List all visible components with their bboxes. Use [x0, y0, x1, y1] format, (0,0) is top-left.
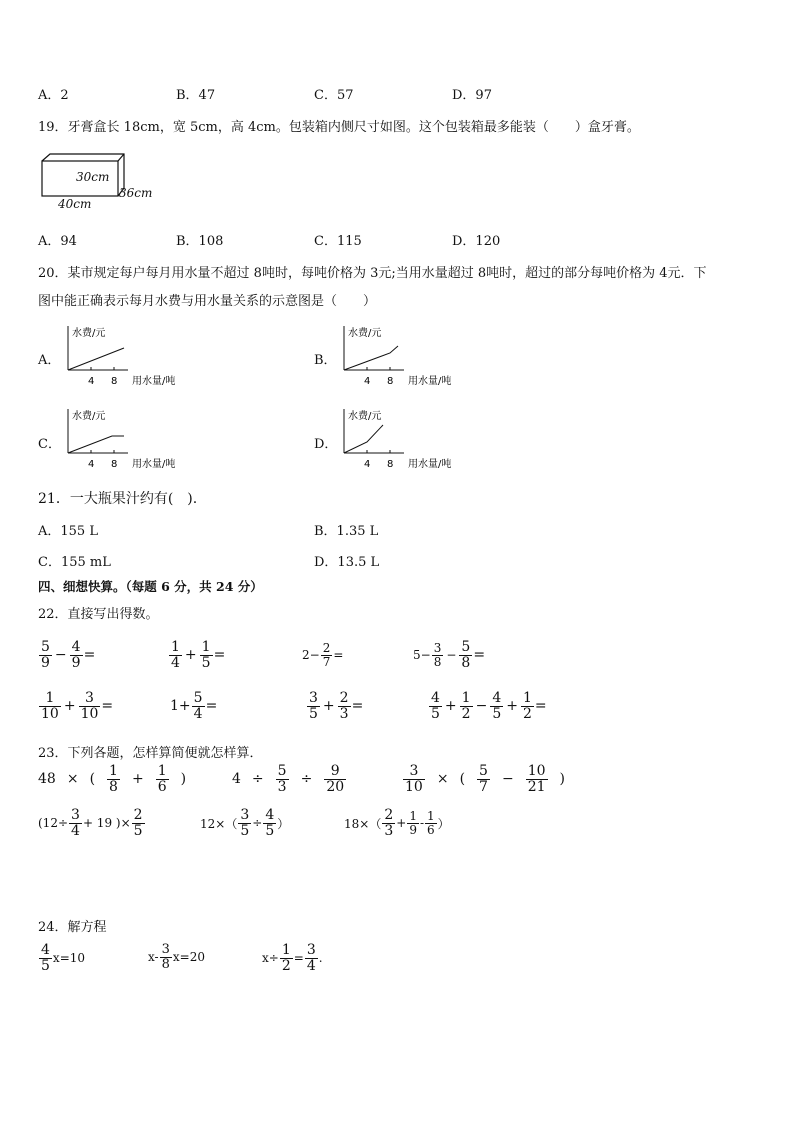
graph-c-tick-8: 8	[111, 459, 118, 470]
graph-c-xlabel: 用水量/吨	[132, 459, 176, 470]
q23-expr-2: 4 ÷ $\frac{5}{3}$ ÷ $\frac{9}{20}$	[232, 763, 345, 795]
graph-d-tick-8: 8	[387, 459, 394, 470]
q20-question-line1: 20．某市规定每户每月用水量不超过 8吨时，每吨价格为 3元;当用水量超过 8吨时，超过的部分每吨价格为 4元．下	[38, 266, 707, 281]
q19-question: 19．牙膏盒长 18cm，宽 5cm，高 4cm。包装箱内侧尺寸如图。这个包装箱最多能装（ ）盒牙膏。	[38, 120, 640, 135]
graph-c	[62, 405, 192, 473]
graph-d	[338, 405, 468, 473]
graph-d-xlabel: 用水量/吨	[408, 459, 452, 470]
q22-expr-4: 5− $\frac{3}{8}$ − $\frac{5}{8}$ =	[413, 639, 486, 671]
q22-expr-3: 2− $\frac{2}{7}$ =	[302, 641, 344, 669]
q23-expr-4: (12÷ $\frac{3}{4}$ + 19 )× $\frac{2}{5}$	[38, 807, 143, 839]
box-dim-length: 40cm	[58, 197, 92, 211]
graph-c-tick-4: 4	[88, 459, 95, 470]
q22-expr-2: $\frac{1}{4}$ + $\frac{1}{5}$ =	[171, 639, 226, 671]
q21-option-d: D．13.5 L	[314, 555, 380, 570]
q20-option-c: C．	[38, 437, 61, 452]
q23-expr-3: $\frac{3}{10}$ × ( $\frac{5}{7}$ − $\frac{10}{21}$ )	[405, 763, 565, 795]
q24-equation-1: $\frac{4}{5}$ x=10	[41, 942, 86, 974]
q19-option-a: A．94	[38, 234, 77, 249]
graph-b-tick-4: 4	[364, 376, 371, 387]
q20-question-line2: 图中能正确表示每月水费与用水量关系的示意图是（ ）	[38, 294, 377, 309]
q19-option-d: D．120	[452, 234, 501, 249]
q18-option-c: C．57	[314, 88, 354, 103]
graph-d-tick-4: 4	[364, 459, 371, 470]
q22-expr-7: $\frac{3}{5}$ + $\frac{2}{3}$ =	[309, 690, 364, 722]
q23-expr-1: 48 × ( $\frac{1}{8}$ + $\frac{1}{6}$ )	[38, 763, 187, 795]
q24-equation-2: x- $\frac{3}{8}$ x=20	[148, 942, 205, 972]
q18-option-b: B．47	[176, 88, 216, 103]
box-dim-width: 36cm	[119, 186, 153, 200]
q20-option-a: A．	[38, 353, 61, 368]
section-4-title: 四、细想快算。（每题 6 分，共 24 分）	[38, 579, 263, 594]
q20-option-d: D．	[314, 437, 338, 452]
q18-option-a: A．2	[38, 88, 69, 103]
q19-option-b: B．108	[176, 234, 224, 249]
q22-question: 22．直接写出得数。	[38, 607, 159, 622]
graph-a	[62, 322, 192, 390]
q18-option-d: D．97	[452, 88, 492, 103]
graph-b	[338, 322, 468, 390]
q23-expr-6: 18×（ $\frac{2}{3}$ + $\frac{1}{9}$ - $\frac{1}{6}$ ）	[344, 807, 450, 839]
q19-option-c: C．115	[314, 234, 362, 249]
graph-b-tick-8: 8	[387, 376, 394, 387]
q23-question: 23．下列各题，怎样算简便就怎样算．	[38, 746, 263, 761]
graph-a-ylabel: 水费/元	[72, 328, 106, 339]
q22-expr-5: $\frac{1}{10}$ + $\frac{3}{10}$ =	[41, 690, 114, 722]
q21-question: 21．一大瓶果汁约有( ).	[38, 491, 198, 507]
q24-equation-3: x÷ $\frac{1}{2}$ = $\frac{3}{4}$ .	[262, 942, 323, 974]
graph-c-ylabel: 水费/元	[72, 411, 106, 422]
q20-option-b: B．	[314, 353, 337, 368]
q22-expr-8: $\frac{4}{5}$ + $\frac{1}{2}$ − $\frac{4}{5}$ + $\frac{1}{2}$ =	[431, 690, 547, 722]
graph-b-ylabel: 水费/元	[348, 328, 382, 339]
q23-expr-5: 12×（ $\frac{3}{5}$ ÷ $\frac{4}{5}$ ）	[200, 807, 290, 839]
q21-option-c: C．155 mL	[38, 555, 111, 570]
graph-d-ylabel: 水费/元	[348, 411, 382, 422]
q21-option-b: B．1.35 L	[314, 524, 379, 539]
q24-question: 24．解方程	[38, 920, 107, 935]
graph-b-xlabel: 用水量/吨	[408, 376, 452, 387]
q21-option-a: A．155 L	[38, 524, 98, 539]
box-dim-height: 30cm	[76, 170, 110, 184]
graph-a-xlabel: 用水量/吨	[132, 376, 176, 387]
graph-a-tick-8: 8	[111, 376, 118, 387]
q22-expr-6: 1+ $\frac{5}{4}$ =	[170, 690, 218, 722]
graph-a-tick-4: 4	[88, 376, 95, 387]
q22-expr-1: $\frac{5}{9}$ − $\frac{4}{9}$ =	[41, 639, 96, 671]
